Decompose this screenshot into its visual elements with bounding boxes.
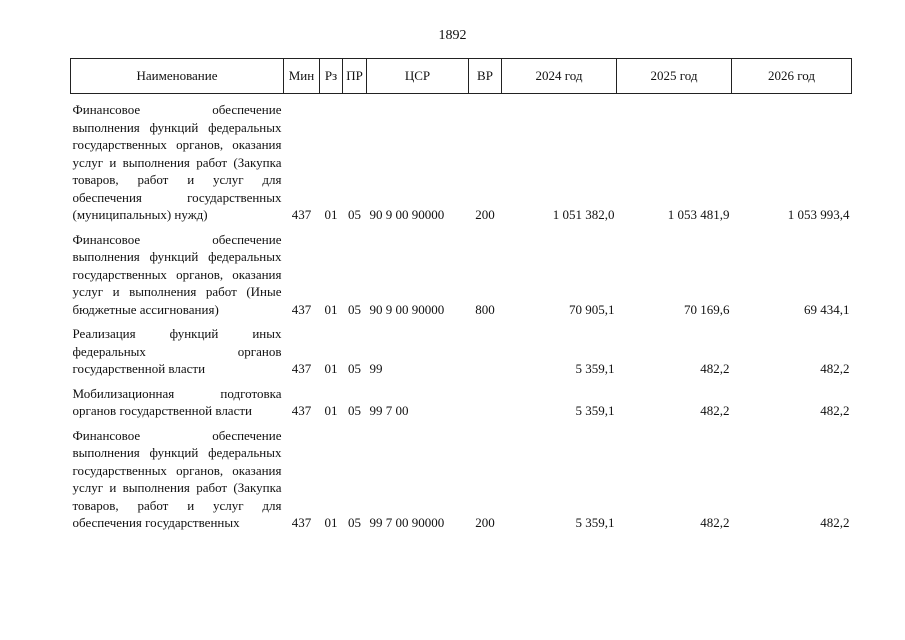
header-pr: ПР [343, 59, 367, 94]
row-csr: 90 9 00 90000 [369, 301, 445, 317]
row-name: Финансовое обеспечение выполнения функций федеральных государственных органов, оказания услуг и выполнения работ (Закупка товаров, работ и услуг для обеспечения государственных (муниципальных) нужд) [72, 102, 282, 222]
table-row [71, 94, 852, 224]
row-name: Мобилизационная подготовка органов государственной власти [72, 385, 282, 418]
header-name: Наименование [71, 59, 284, 94]
row-pr: 05 [348, 403, 361, 418]
row-csr: 90 9 00 90000 [369, 207, 445, 222]
row-min: 437 [291, 403, 312, 418]
row-pr: 05 [348, 301, 361, 317]
table-row [71, 420, 852, 532]
row-2026: 1 053 993,4 [787, 207, 850, 222]
row-2026: 69 434,1 [804, 301, 850, 317]
row-csr: 99 [369, 361, 383, 376]
row-2024: 5 359,1 [575, 515, 615, 530]
row-name: Финансовое обеспечение выполнения функций федеральных государственных органов, оказания услуг и выполнения работ (Закупка товаров, работ и услуг для обеспечения государственных [72, 427, 282, 530]
budget-table [70, 58, 852, 532]
row-2024: 1 051 382,0 [552, 207, 615, 222]
row-vr: 200 [475, 515, 495, 530]
header-vr: ВР [469, 59, 502, 94]
row-2026: 482,2 [820, 403, 850, 418]
row-rz: 01 [324, 515, 338, 530]
row-2025: 482,2 [700, 515, 730, 530]
row-vr [469, 318, 502, 378]
header-2026: 2026 год [732, 59, 852, 94]
row-pr: 05 [348, 207, 361, 222]
header-min: Мин [284, 59, 320, 94]
table-row [71, 318, 852, 378]
row-csr: 99 7 00 [369, 403, 409, 418]
row-pr: 05 [348, 361, 361, 376]
row-2026: 482,2 [820, 515, 850, 530]
row-name: Финансовое обеспечение выполнения функций федеральных государственных органов, оказания услуг и выполнения работ (Иные бюджетные ассигнования) [72, 231, 282, 317]
row-rz: 01 [324, 301, 338, 317]
row-2024: 5 359,1 [575, 361, 615, 376]
row-min: 437 [291, 361, 312, 376]
row-2025: 1 053 481,9 [667, 207, 730, 222]
header-csr: ЦСР [367, 59, 469, 94]
page-number: 1892 [438, 28, 467, 43]
row-2024: 5 359,1 [575, 403, 615, 418]
row-2026: 482,2 [820, 361, 850, 376]
row-min: 437 [291, 515, 312, 530]
header-2025: 2025 год [617, 59, 732, 94]
row-2025: 482,2 [700, 403, 730, 418]
row-min: 437 [291, 207, 312, 222]
header-rz: Рз [320, 59, 343, 94]
row-rz: 01 [324, 403, 338, 418]
row-vr: 200 [475, 207, 495, 222]
row-name: Реализация функций иных федеральных органов государственной власти [72, 326, 282, 376]
row-rz: 01 [324, 361, 338, 376]
table-header-row [71, 59, 852, 94]
row-rz: 01 [324, 207, 338, 222]
row-2025: 70 169,6 [684, 301, 730, 317]
row-vr [469, 378, 502, 420]
row-min: 437 [291, 301, 312, 317]
table-row [71, 224, 852, 319]
row-pr: 05 [348, 515, 361, 530]
row-csr: 99 7 00 90000 [369, 515, 445, 530]
row-2024: 70 905,1 [569, 301, 615, 317]
row-2025: 482,2 [700, 361, 730, 376]
table-row [71, 378, 852, 420]
row-vr: 800 [475, 301, 495, 317]
header-2024: 2024 год [502, 59, 617, 94]
